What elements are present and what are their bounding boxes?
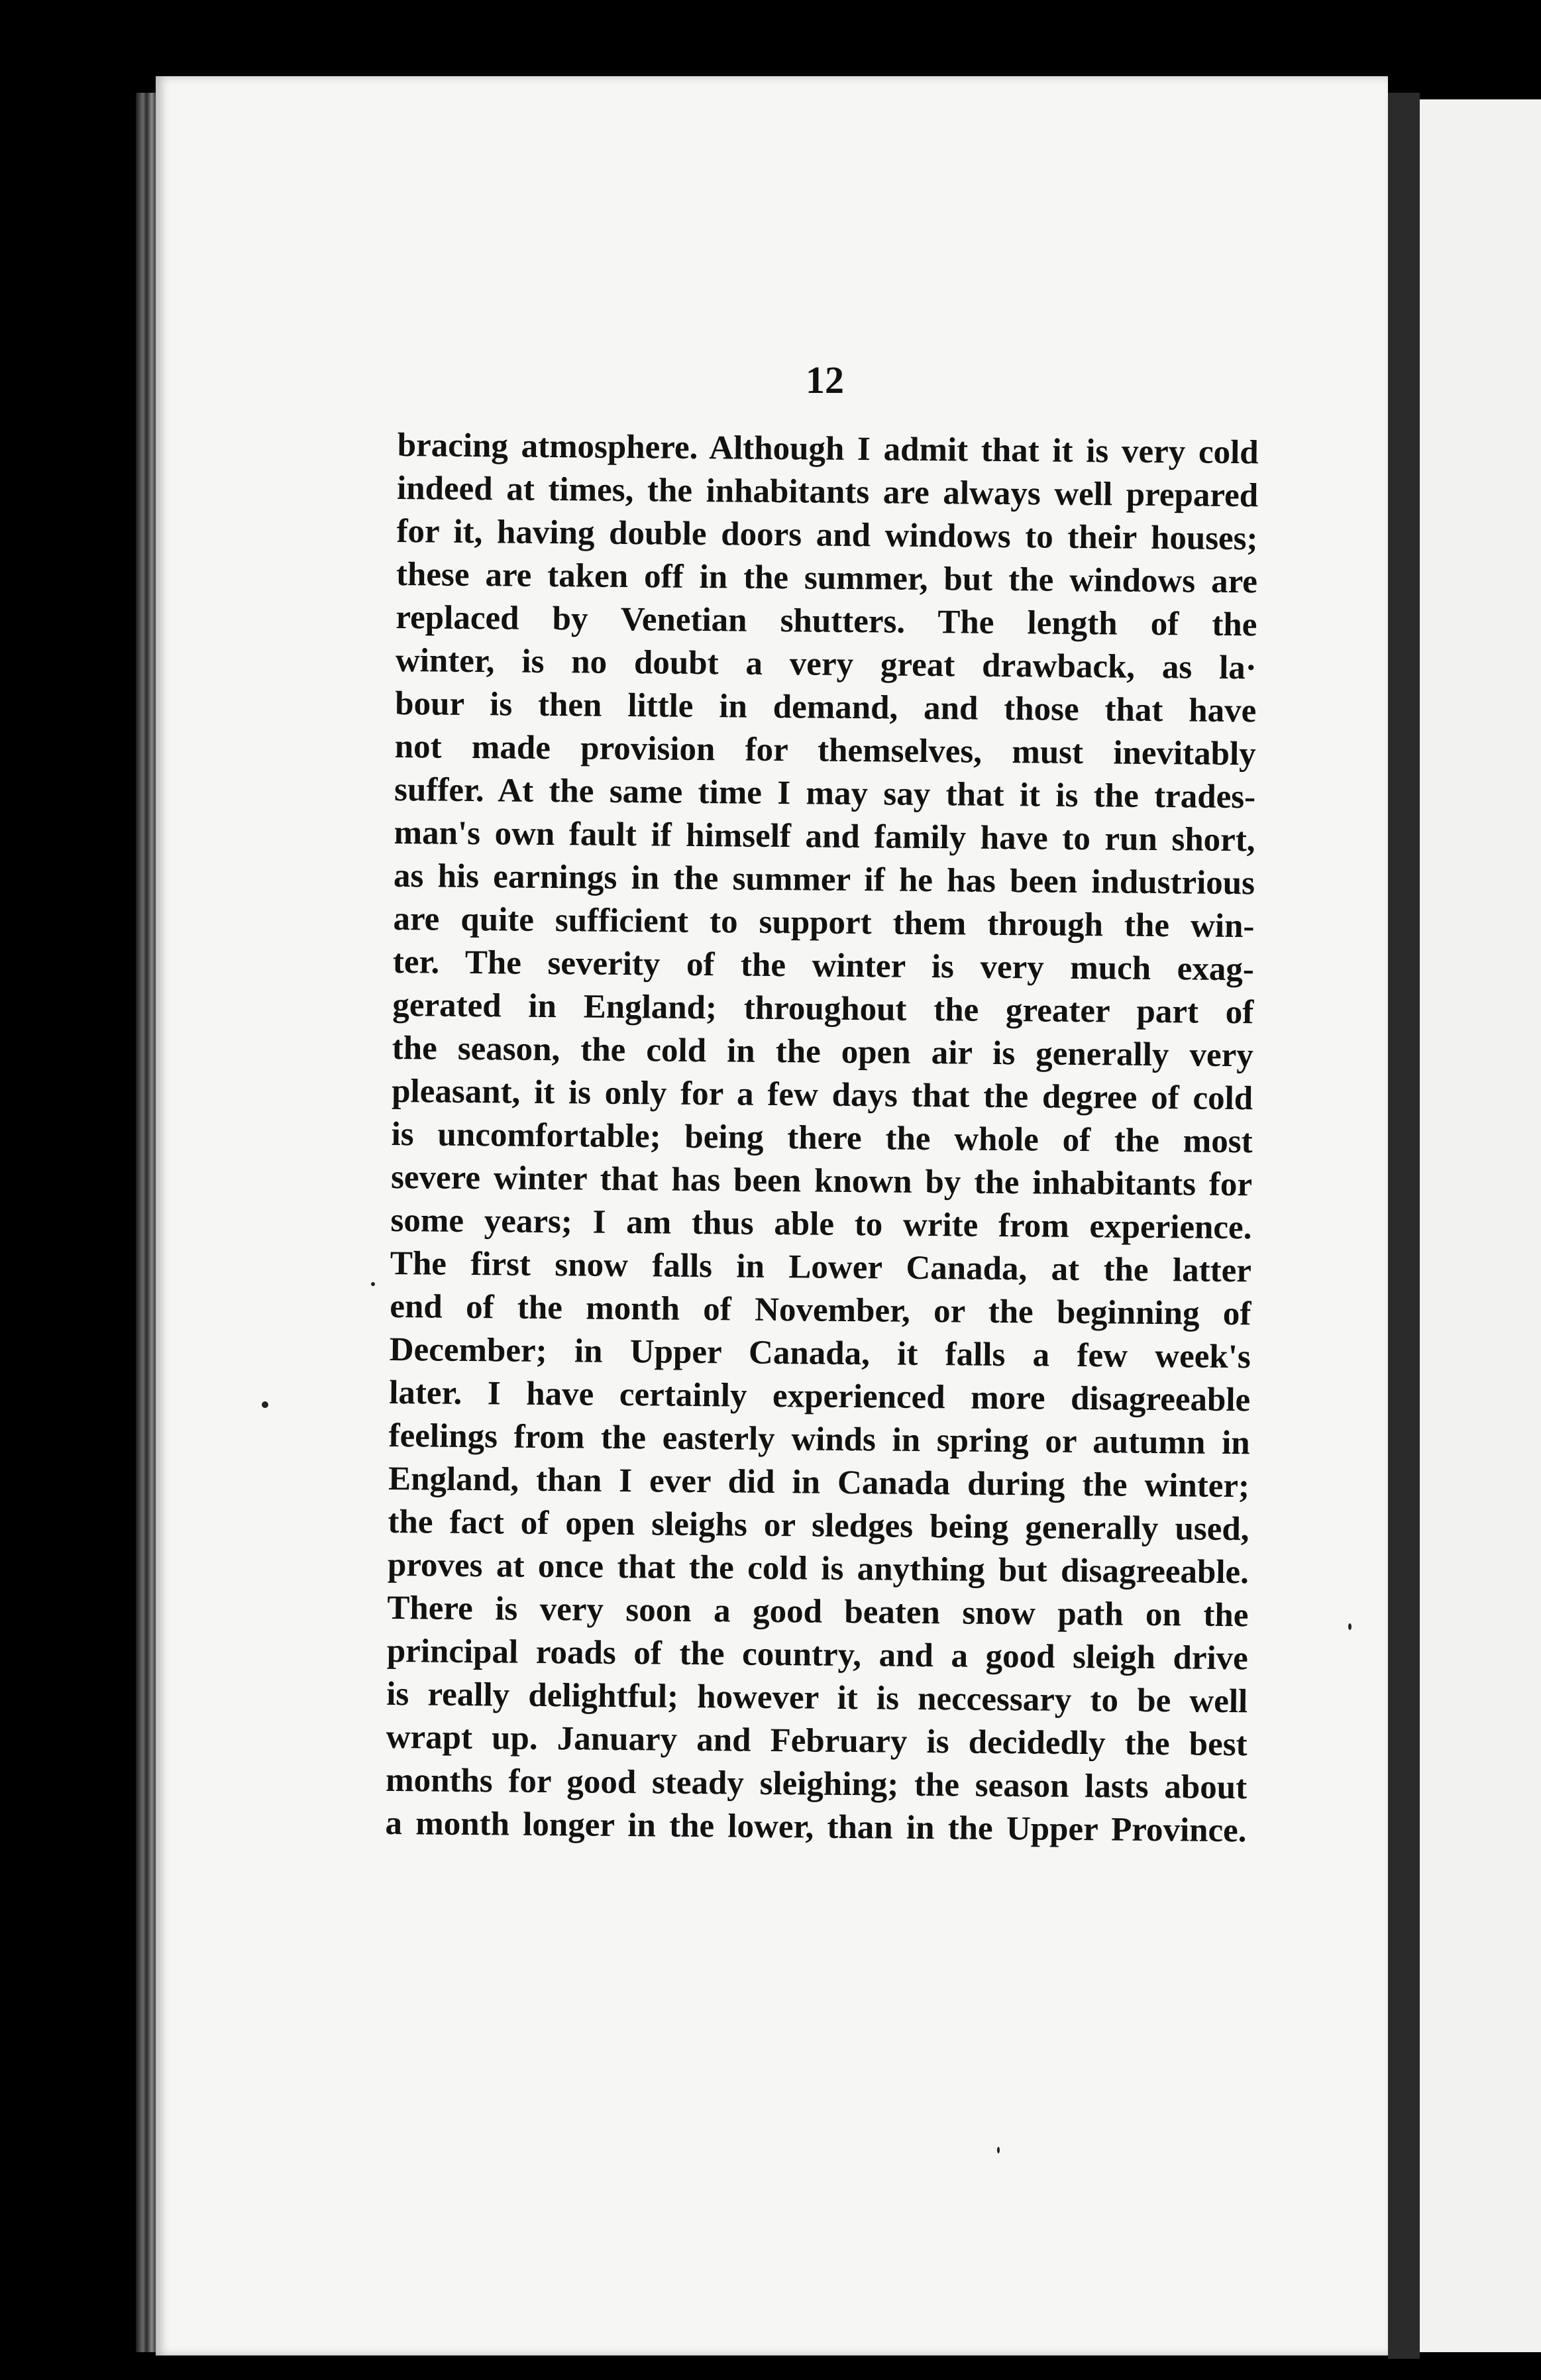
text-line: feelings from the easterly winds in spring or autumn in — [388, 1417, 1250, 1462]
text-line: indeed at times, the inhabitants are always well prepared — [396, 469, 1259, 515]
text-line: these are taken off in the summer, but the windows are — [396, 555, 1258, 601]
ink-speck — [1348, 1623, 1352, 1630]
text-line: is really delightful; however it is neccessary to be well — [386, 1675, 1248, 1721]
text-line: ter. The severity of the winter is very much exag- — [392, 943, 1255, 989]
text-line: gerated in England; throughout the greater part of — [392, 986, 1254, 1032]
text-line: are quite sufficient to support them through the win- — [393, 900, 1255, 946]
text-line: later. I have certainly experienced more disagreeable — [388, 1374, 1251, 1419]
book-page-edges — [136, 93, 156, 2352]
text-line: December; in Upper Canada, it falls a few week's — [389, 1330, 1251, 1376]
ink-speck — [262, 1401, 268, 1408]
text-line: the season, the cold in the open air is generally very — [392, 1029, 1253, 1075]
ink-speck — [371, 1282, 375, 1286]
book-gutter-shadow — [1388, 93, 1420, 2359]
text-line: some years; I am thus able to write from experience. — [390, 1201, 1252, 1247]
text-line: proves at once that the cold is anything but disagreeable. — [387, 1546, 1249, 1592]
text-line: principal roads of the country, and a good sleigh drive — [386, 1632, 1249, 1678]
text-line: not made provision for themselves, must inevitably — [394, 728, 1256, 773]
text-line: replaced by Venetian shutters. The length of the — [396, 598, 1257, 644]
text-line: as his earnings in the summer if he has been industrious — [393, 857, 1255, 902]
text-line: man's own fault if himself and family have to run short, — [394, 814, 1255, 859]
text-line: winter, is no doubt a very great drawback, as la· — [395, 641, 1257, 687]
page-number: 12 — [806, 358, 844, 402]
text-line: the fact of open sleighs or sledges being generally used, — [388, 1503, 1249, 1548]
text-line: wrapt up. January and February is decidedly the best — [386, 1718, 1248, 1764]
text-line: severe winter that has been known by the inhabitants for — [390, 1158, 1253, 1204]
text-line: There is very soon a good beaten snow path on the — [387, 1589, 1249, 1635]
text-line: end of the month of November, or the beginning of — [390, 1287, 1251, 1333]
text-line: suffer. At the same time I may say that it is the trades- — [394, 771, 1256, 816]
text-line: a month longer in the lower, than in the Upper Province. — [385, 1804, 1247, 1850]
facing-page-edge — [1420, 99, 1541, 2352]
text-line: The first snow falls in Lower Canada, at the latter — [390, 1244, 1252, 1290]
text-line: for it, having double doors and windows to their houses; — [396, 512, 1258, 558]
text-line: is uncomfortable; being there the whole of the most — [391, 1115, 1253, 1161]
text-line: pleasant, it is only for a few days that the degree of cold — [391, 1072, 1253, 1118]
text-line: months for good steady sleighing; the season lasts about — [385, 1761, 1248, 1807]
ink-speck — [997, 2147, 1000, 2153]
text-line: bour is then little in demand, and those that have — [395, 684, 1257, 730]
text-line: bracing atmosphere. Although I admit that it is very cold — [397, 426, 1259, 472]
text-line: England, than I ever did in Canada during the winter; — [388, 1460, 1250, 1505]
body-text — [385, 424, 1259, 1853]
